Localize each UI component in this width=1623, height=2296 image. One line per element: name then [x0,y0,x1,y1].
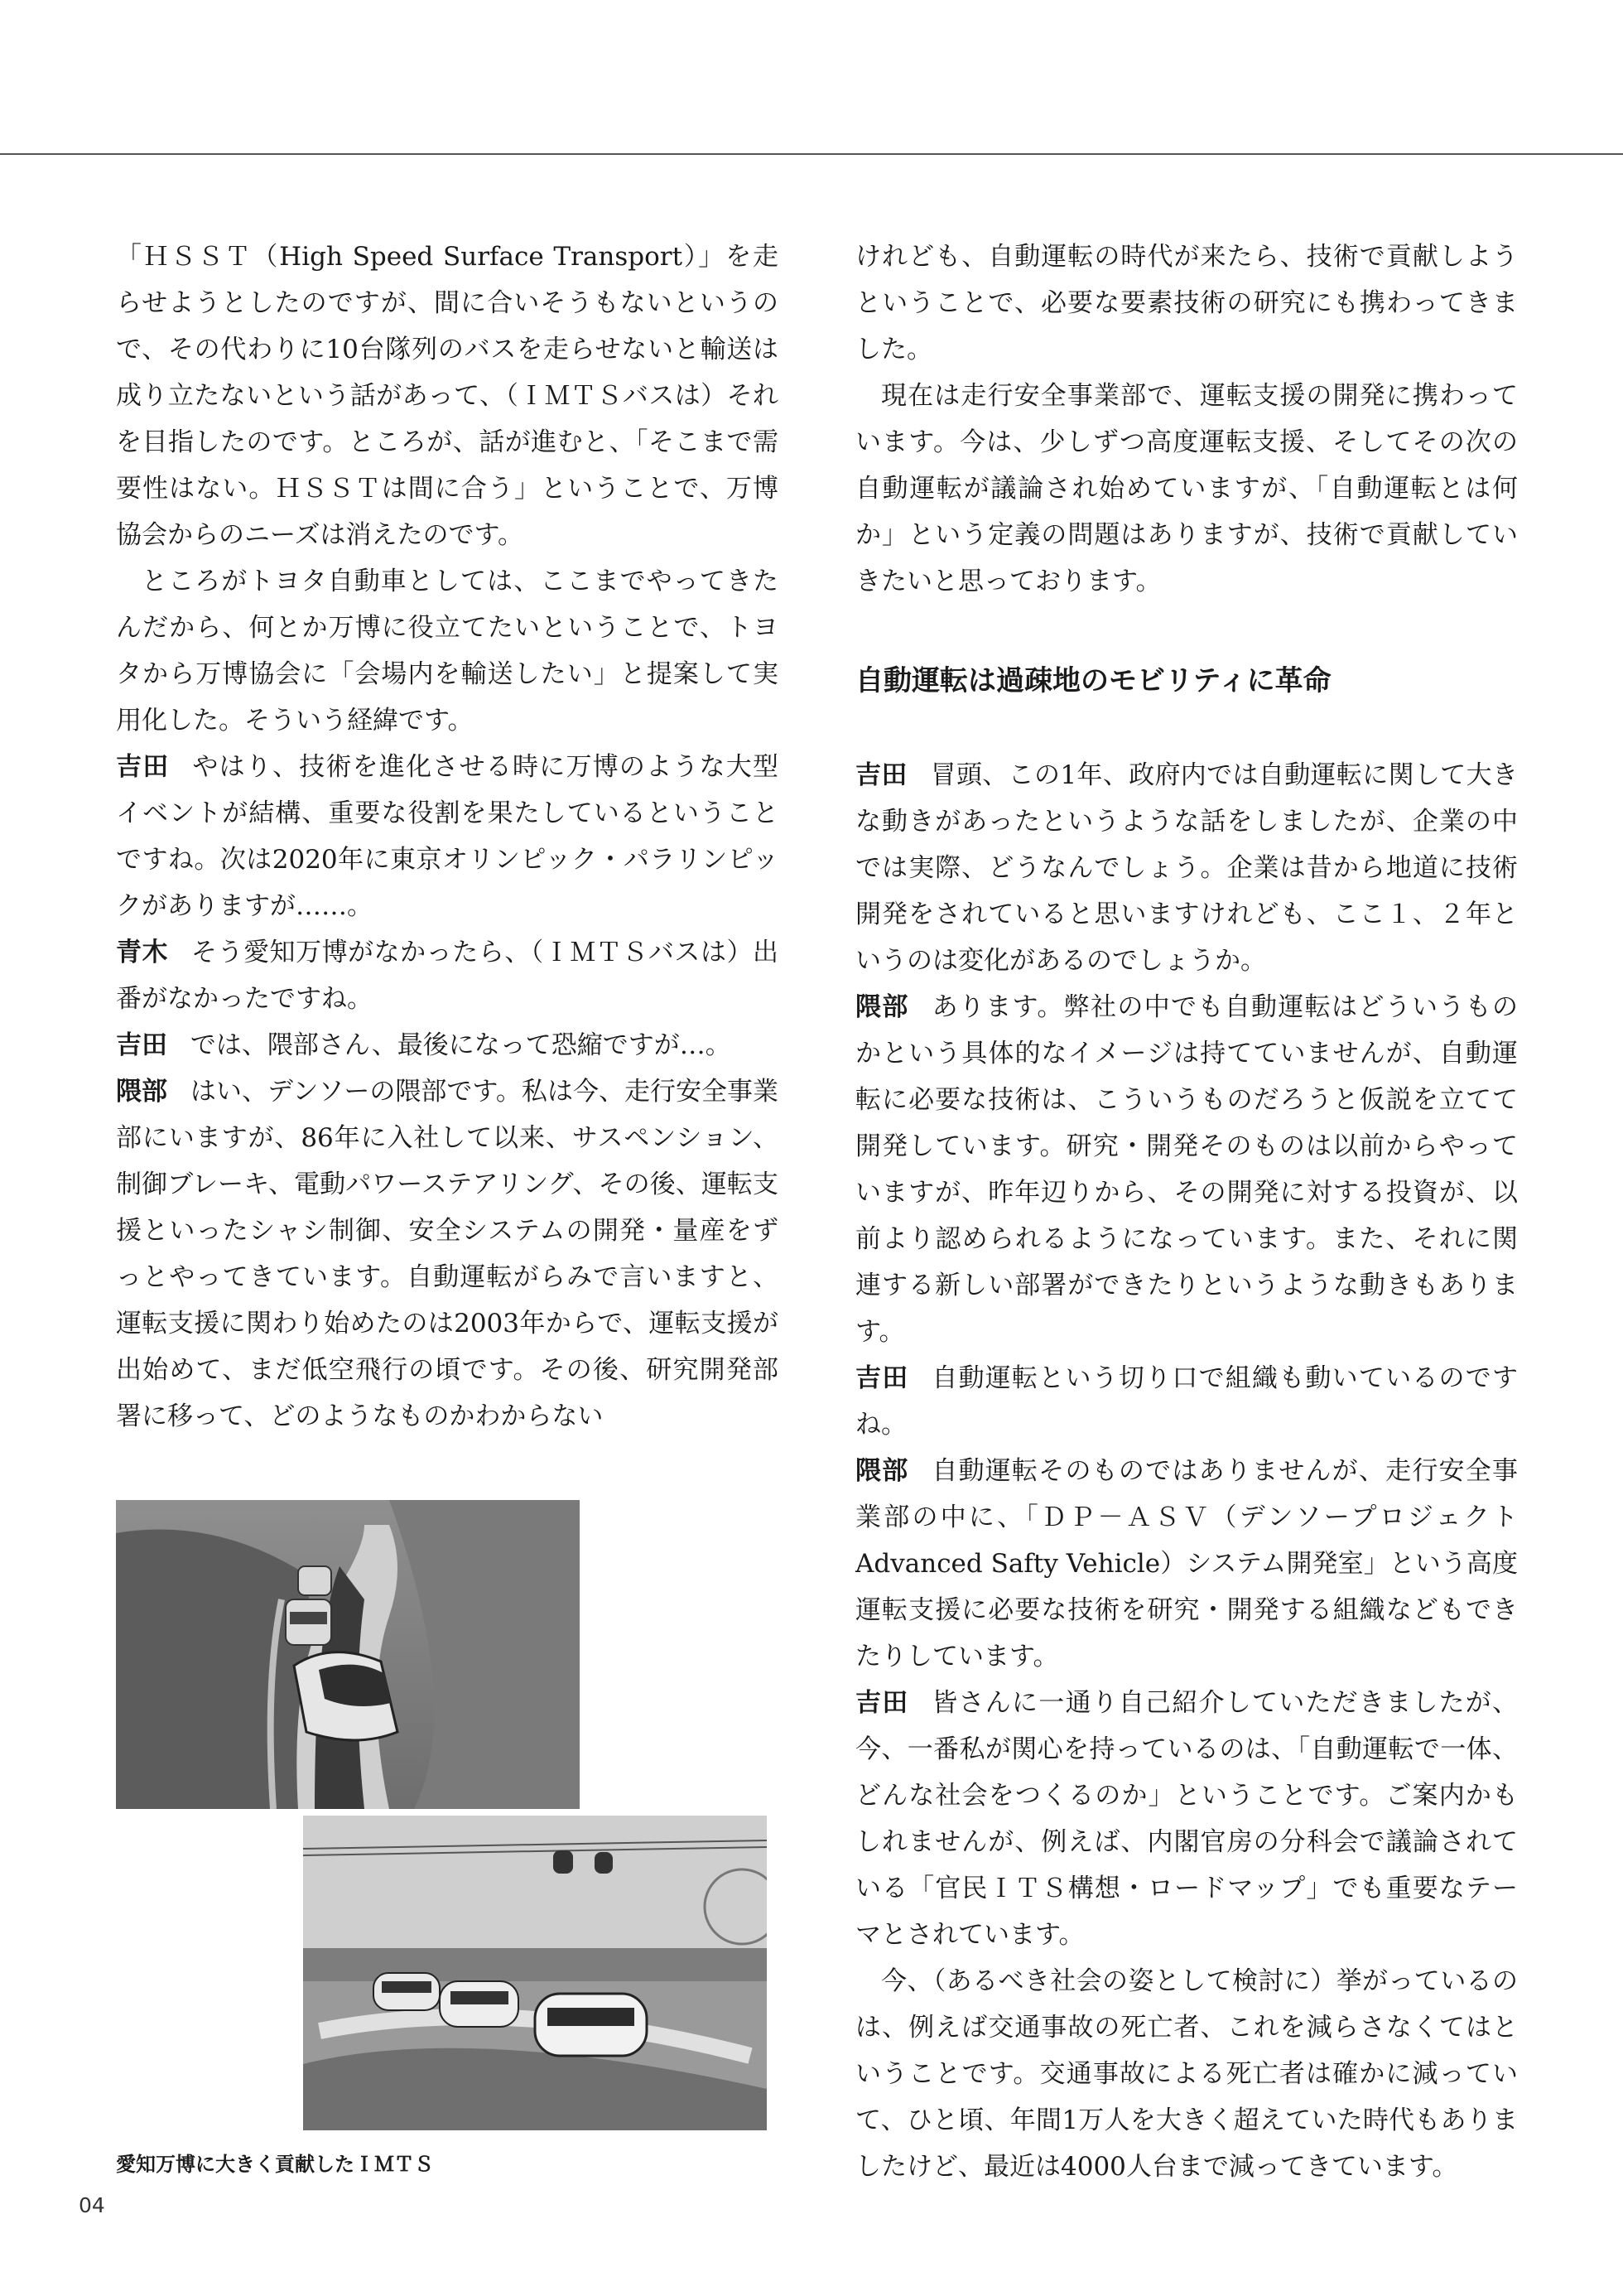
dialogue-text: 自動運転という切り口で組織も動いているのですね。 [855,1363,1519,1440]
dialogue-text: はい、デンソーの隈部です。私は今、走行安全事業部にいますが、86年に入社して以来、サスペンション、制御ブレーキ、電動パワーステアリング、その後、運転支援といったシャシ制御、安全システムの開発・量産をずっとやってきています。自動運転がらみで言いますと、運転支援に関わり始めたのは2003年からで、運転支援が出始めて、まだ低空飛行の頃です。その後、研究開発部署に移って、どのようなものかわからない [116,1077,779,1431]
paragraph: 「ＨＳＳＴ（High Speed Surface Transport）」を走らせようとしたのですが、間に合いそうもないというので、その代わりに10台隊列のバスを走らせないと輸送は成り立たないという話があって、（ＩＭＴＳバスは）それを目指したのです。ところが、話が進むと、「そこまで需要性はない。ＨＳＳＴは間に合う」ということで、万博協会からのニーズは消えたのです。 [116,242,778,550]
dialogue-line [116,929,778,1022]
paragraph: けれども、自動運転の時代が来たら、技術で貢献しようということで、必要な要素技術の研究にも携わってきました。 [855,242,1518,364]
speaker-name: 吉田 [855,1688,909,1718]
left-column [116,234,778,1440]
right-column [855,234,1518,2190]
figure-caption: 愛知万博に大きく貢献したＩＭＴＳ [116,2153,434,2176]
imts-photo-convoy [303,1816,767,2130]
dialogue-line [855,1448,1518,1680]
speaker-name: 青木 [116,938,169,967]
dialogue-line [116,744,778,929]
imts-photo-guideway [116,1500,580,1809]
paragraph: ところがトヨタ自動車としては、ここまでやってきたんだから、何とか万博に役立てたいということで、トヨタから万博協会に「会場内を輸送したい」と提案して実用化した。そういう経緯です。 [116,567,778,736]
speaker-name: 吉田 [855,1363,909,1393]
speaker-name: 隈部 [116,1077,168,1107]
dialogue-text: 皆さんに一通り自己紹介していただきましたが、今、一番私が関心を持っているのは、「自動運転で一体、どんな社会をつくるのか」ということです。ご案内かもしれませんが、例えば、内閣官房の分科会で議論されている「官民ＩＴＳ構想・ロードマップ」でも重要なテーマとされています。 [855,1688,1519,1950]
section-heading: 自動運転は過疎地のモビリティに革命 [855,664,1332,697]
dialogue-line [855,984,1518,1355]
dialogue-text: 自動運転そのものではありませんが、走行安全事業部の中に、「ＤＰ－ＡＳＶ（デンソープロジェクトAdvanced Safty Vehicle）システム開発室」という高度運転支援に必要な技術を研究・開発する組織などもできたりしています。 [855,1456,1519,1671]
dialogue-line [855,1680,1518,1958]
paragraph: 今、（あるべき社会の姿として検討に）挙がっているのは、例えば交通事故の死亡者、これを減らさなくてはということです。交通事故による死亡者は確かに減っていて、ひと頃、年間1万人を大きく超えていた時代もありましたけど、最近は4000人台まで減ってきています。 [855,1966,1518,2182]
dialogue-text: そう愛知万博がなかったら、（ＩＭＴＳバスは）出番がなかったですね。 [116,938,779,1014]
dialogue-line [855,1355,1518,1448]
paragraph: 現在は走行安全事業部で、運転支援の開発に携わっています。今は、少しずつ高度運転支援、そしてその次の自動運転が議論され始めていますが、「自動運転とは何か」という定義の問題はありますが、技術で貢献していきたいと思っております。 [855,381,1518,596]
dialogue-line [855,752,1518,984]
dialogue-text: あります。弊社の中でも自動運転はどういうものかという具体的なイメージは持てていませんが、自動運転に必要な技術は、こういうものだろうと仮説を立てて開発しています。研究・開発そのものは以前からやっていますが、昨年辺りから、その開発に対する投資が、以前より認められるようになっています。また、それに関連する新しい部署ができたりというような動きもあります。 [855,992,1518,1347]
page-number: 04 [79,2193,105,2217]
speaker-name: 吉田 [855,760,908,790]
dialogue-text: 冒頭、この1年、政府内では自動運転に関して大きな動きがあったというような話をしましたが、企業の中では実際、どうなんでしょう。企業は昔から地道に技術開発をされていると思いますけれども、ここ１、２年というのは変化があるのでしょうか。 [855,760,1518,976]
speaker-name: 隈部 [855,1456,909,1486]
dialogue-text: やはり、技術を進化させる時に万博のような大型イベントが結構、重要な役割を果たしているということですね。次は2020年に東京オリンピック・パラリンピックがありますが……。 [116,752,779,921]
dialogue-line [116,1068,778,1440]
speaker-name: 吉田 [116,752,170,782]
speaker-name: 隈部 [855,992,909,1022]
dialogue-text: では、隈部さん、最後になって恐縮ですが…。 [190,1030,731,1060]
dialogue-line [116,1022,778,1068]
speaker-name: 吉田 [116,1030,167,1060]
header-rule [0,153,1623,155]
